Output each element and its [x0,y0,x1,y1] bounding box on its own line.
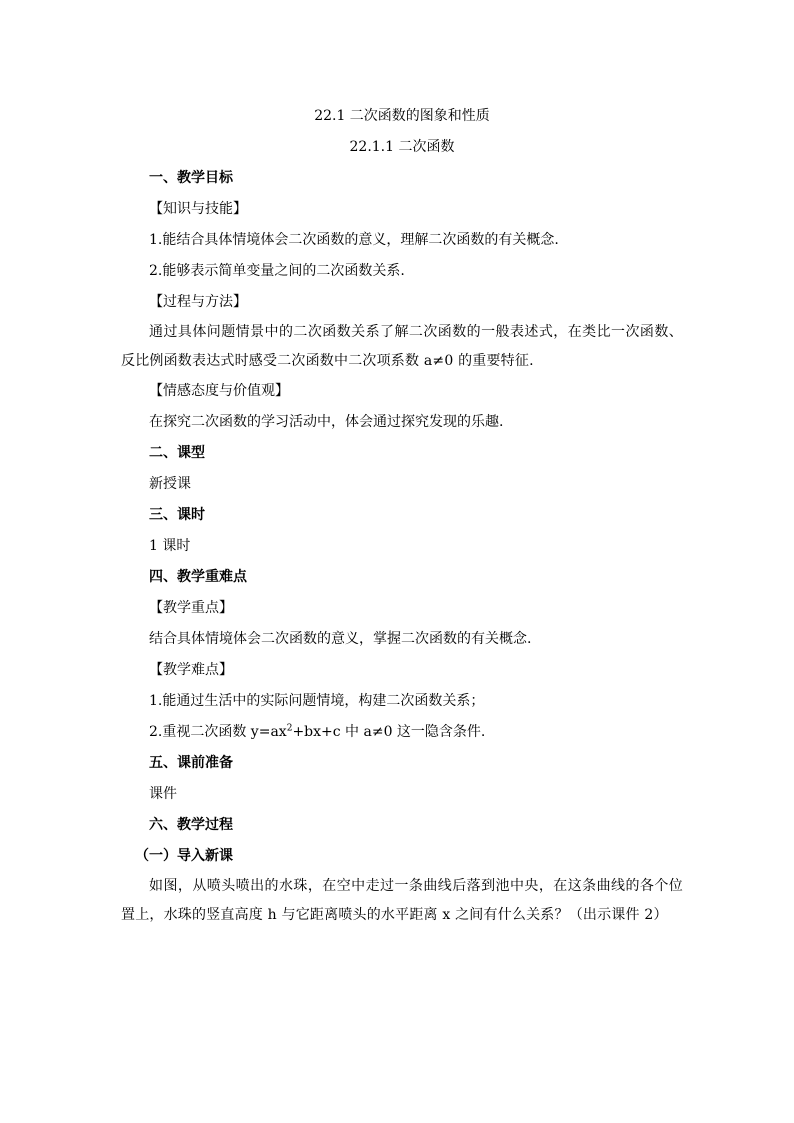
exponent: 2 [286,723,293,734]
class-hours-text: 1 课时 [149,538,191,554]
heading-preparation: 五、课前准备 [149,755,233,771]
process-methods-paragraph: 通过具体问题情景中的二次函数关系了解二次函数的一般表述式，在类比一次函数、反比例函数表达式时感受二次函数中二次项系数 a≠0 的重要特征. [121,324,683,369]
attitudes-values-text: 在探究二次函数的学习活动中，体会通过探究发现的乐趣. [149,414,504,430]
preparation-text: 课件 [149,786,177,802]
difficult-point-1: 1.能通过生活中的实际问题情境，构建二次函数关系； [149,693,485,709]
heading-lesson-type: 二、课型 [149,445,205,461]
difficult-point-2-post: +bx+c 中 a≠0 这一隐含条件. [292,724,486,740]
goal-item-2: 2.能够表示简单变量之间的二次函数关系. [149,263,405,279]
introduction-paragraph: 如图，从喷头喷出的水珠，在空中走过一条曲线后落到池中央，在这条曲线的各个位置上，水珠的竖直高度 h 与它距离喷头的水平距离 x 之间有什么关系？（出示课件 2） [121,878,683,923]
difficult-point-2-pre: 2.重视二次函数 y=ax [149,724,287,740]
heading-teaching-process: 六、教学过程 [149,817,233,833]
heading-key-difficult-points: 四、教学重难点 [149,569,247,585]
subheading-attitudes-values: 【情感态度与价值观】 [149,383,289,399]
document-body [121,101,683,930]
heading-teaching-goals: 一、教学目标 [149,170,233,186]
key-points-text: 结合具体情境体会二次函数的意义，掌握二次函数的有关概念. [149,631,532,647]
subheading-knowledge-skills: 【知识与技能】 [149,201,247,217]
subheading-key-points: 【教学重点】 [149,600,233,616]
subheading-difficult-points: 【教学难点】 [149,662,233,678]
difficult-point-2 [121,717,683,748]
lesson-type-text: 新授课 [149,476,191,492]
goal-item-1: 1.能结合具体情境体会二次函数的意义，理解二次函数的有关概念. [149,232,559,248]
subsection-title: 22.1.1 二次函数 [349,139,455,155]
subheading-introduction: （一）导入新课 [135,848,233,864]
section-title: 22.1 二次函数的图象和性质 [314,108,490,124]
heading-class-hours: 三、课时 [149,507,205,523]
subheading-process-methods: 【过程与方法】 [149,294,247,310]
